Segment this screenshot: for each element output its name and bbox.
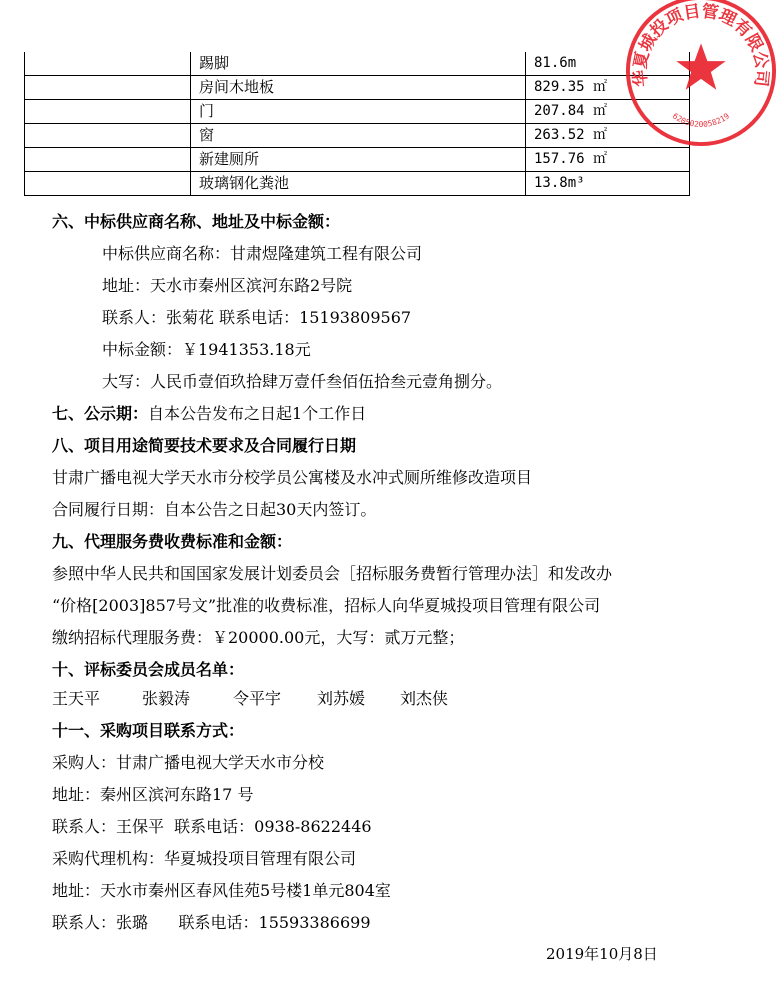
table-cell-quantity: 157.76 ㎡ [526, 148, 690, 172]
section-8-heading: 八、项目用途简要技术要求及合同履行日期 [52, 436, 357, 455]
table-cell-item: 新建厕所 [191, 148, 526, 172]
agency-contact: 联系人：张璐 联系电话：15593386699 [52, 913, 371, 932]
section-11-heading: 十一、采购项目联系方式： [52, 721, 245, 740]
table-cell-item: 窗 [191, 124, 526, 148]
table-cell-quantity: 263.52 ㎡ [526, 124, 690, 148]
purchaser-contact: 联系人：王保平 联系电话：0938-8622446 [52, 817, 372, 836]
table-row [25, 172, 690, 196]
table-row [25, 100, 690, 124]
purchaser-name: 采购人：甘肃广播电视大学天水市分校 [52, 753, 325, 772]
quantity-table [24, 52, 690, 196]
table-row [25, 148, 690, 172]
table-cell-item: 门 [191, 100, 526, 124]
section-6-heading: 六、中标供应商名称、地址及中标金额： [52, 212, 341, 231]
table-cell-blank [25, 100, 191, 124]
fee-standard-line-1: 参照中华人民共和国国家发展计划委员会［招标服务费暂行管理办法］和发改办 [52, 564, 613, 583]
member-name: 刘苏媛 [317, 689, 366, 708]
table-cell-blank [25, 52, 191, 76]
table-cell-quantity: 13.8m³ [526, 172, 690, 196]
contract-date: 合同履行日期：自本公告之日起30天内签订。 [52, 500, 377, 519]
seal-text: 华夏城投项目管理有限公司 [629, 0, 773, 88]
table-cell-item: 踢脚 [191, 52, 526, 76]
fee-standard-line-2: “价格[2003]857号文”批准的收费标准，招标人向华夏城投项目管理有限公司 [52, 596, 601, 615]
seal-number: 6205020058219 [670, 111, 732, 129]
purchaser-address: 地址：秦州区滨河东路17 号 [52, 785, 254, 804]
member-name: 令平宇 [233, 689, 282, 708]
agency-name: 采购代理机构：华夏城投项目管理有限公司 [52, 849, 357, 868]
table-cell-quantity: 207.84 ㎡ [526, 100, 690, 124]
company-seal-stamp [622, 0, 779, 150]
section-9-heading: 九、代理服务费收费标准和金额： [52, 532, 293, 551]
member-name: 王天平 [52, 689, 101, 708]
fee-amount: 缴纳招标代理服务费：￥20000.00元，大写：贰万元整； [52, 628, 465, 647]
member-name: 刘杰侠 [400, 689, 449, 708]
seal-star [676, 43, 725, 89]
table-cell-quantity: 829.35 ㎡ [526, 76, 690, 100]
announcement-date: 2019年10月8日 [546, 945, 658, 963]
table-cell-quantity: 81.6m [526, 52, 690, 76]
table-cell-item: 玻璃钢化粪池 [191, 172, 526, 196]
bid-amount: 中标金额：￥1941353.18元 [102, 340, 311, 359]
section-10-heading: 十、评标委员会成员名单： [52, 660, 245, 679]
publicity-period: 自本公告发布之日起1个工作日 [148, 404, 367, 423]
table-cell-blank [25, 172, 191, 196]
table-cell-blank [25, 148, 191, 172]
section-7-heading: 七、公示期： [52, 404, 149, 423]
member-name: 张毅涛 [142, 689, 191, 708]
supplier-contact: 联系人：张菊花 联系电话：15193809567 [102, 308, 412, 327]
supplier-address: 地址：天水市秦州区滨河东路2号院 [102, 276, 353, 295]
table-cell-blank [25, 76, 191, 100]
table-row [25, 52, 690, 76]
supplier-name: 中标供应商名称：甘肃煜隆建筑工程有限公司 [102, 244, 423, 263]
section-7 [52, 404, 366, 424]
agency-address: 地址：天水市秦州区春风佳苑5号楼1单元804室 [52, 881, 391, 900]
bid-amount-words: 大写：人民币壹佰玖拾肆万壹仟叁佰伍拾叁元壹角捌分。 [102, 372, 503, 391]
table-cell-blank [25, 124, 191, 148]
table-cell-item: 房间木地板 [191, 76, 526, 100]
table-row [25, 124, 690, 148]
table-row [25, 76, 690, 100]
project-purpose: 甘肃广播电视大学天水市分校学员公寓楼及水冲式厕所维修改造项目 [52, 468, 533, 487]
